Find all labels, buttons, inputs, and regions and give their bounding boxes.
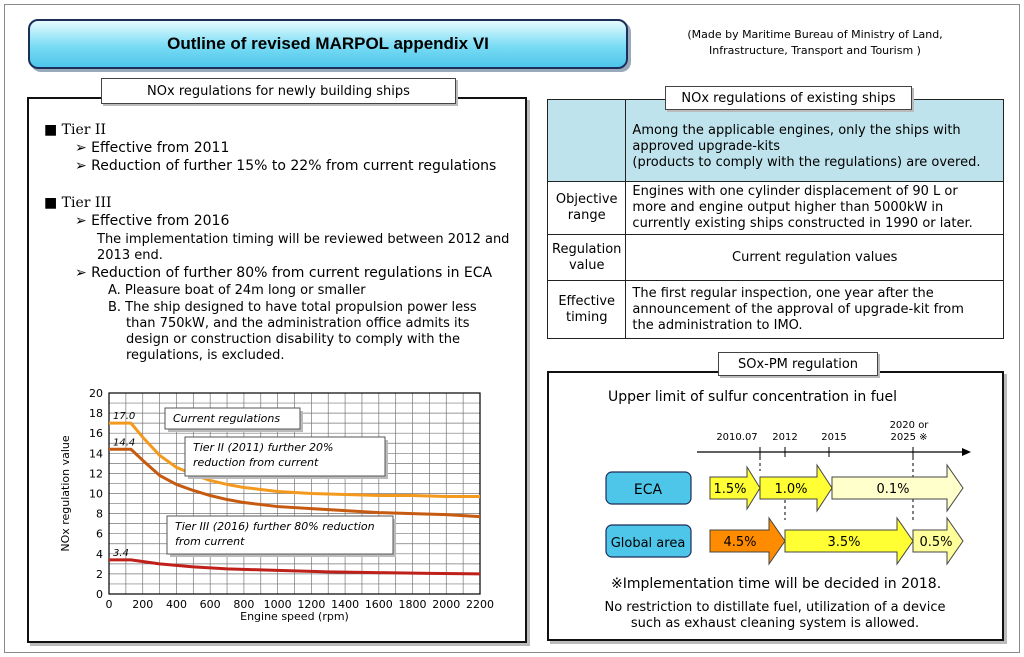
table-row	[548, 100, 1004, 182]
timeline-label: 2012	[772, 432, 798, 443]
y-tick-label: 0	[96, 588, 103, 601]
tier3-sub-item: regulations, is excluded.	[126, 348, 285, 363]
tier3-item-detail: The implementation timing will be reviewed between 2012 and	[97, 232, 510, 247]
x-tick-label: 1200	[297, 598, 326, 611]
eca-value: 1.5%	[713, 482, 747, 497]
y-tick-label: 14	[89, 447, 103, 461]
nox-chart	[27, 382, 527, 642]
timeline-label: 2015	[821, 432, 847, 443]
tier2-item: ➢ Effective from 2011	[75, 140, 230, 156]
table-cell: Objective range	[548, 182, 626, 235]
sox-note: ※Implementation time will be decided in 2018.	[611, 576, 942, 592]
tier3-sub-item: A. Pleasure boat of 24m long or smaller	[108, 283, 366, 298]
y-tick-label: 20	[89, 387, 103, 400]
table-cell	[548, 100, 626, 182]
existing-ships-panel-title: NOx regulations of existing ships	[665, 86, 912, 110]
callout-tier3-text: Tier III (2016) further 80% reduction	[175, 520, 375, 533]
existing-ships-table	[547, 99, 1004, 339]
table-row	[548, 281, 1004, 339]
new-ships-panel-title: NOx regulations for newly building ships	[101, 78, 456, 104]
tier3-sub-item: design or construction disability to comply with the	[126, 332, 460, 347]
tier3-heading: ■ Tier III	[44, 195, 112, 211]
x-axis-label: Engine speed (rpm)	[240, 610, 349, 623]
x-tick-label: 1600	[364, 598, 393, 611]
credit-note: (Made by Maritime Bureau of Ministry of Land, Infrastructure, Transport and Tourism )	[687, 28, 943, 57]
tier2-heading: ■ Tier II	[44, 122, 106, 138]
x-tick-label: 1400	[331, 598, 360, 611]
y-tick-label: 2	[96, 567, 103, 581]
x-tick-label: 600	[199, 598, 221, 611]
global-value: 0.5%	[919, 535, 953, 550]
x-tick-label: 200	[132, 598, 154, 611]
callout-tier2-text: reduction from current	[193, 456, 319, 469]
callout-tier3-text: from current	[175, 535, 245, 548]
global-value: 3.5%	[827, 535, 861, 550]
eca-value: 0.1%	[876, 482, 910, 497]
x-tick-label: 1800	[398, 598, 427, 611]
x-tick-label: 2200	[466, 598, 494, 611]
sox-timeline-diagram	[547, 405, 1004, 575]
timeline-label: 2020 or	[889, 420, 929, 431]
y-tick-label: 10	[89, 487, 103, 501]
y-tick-label: 18	[89, 407, 103, 421]
tier2-item: ➢ Reduction of further 15% to 22% from current regulations	[75, 158, 497, 174]
callout-current-text: Current regulations	[173, 412, 281, 425]
data-label: 17.0	[113, 411, 136, 423]
data-label: 14.4	[113, 437, 136, 449]
sox-panel-title: SOx-PM regulation	[718, 352, 878, 376]
table-row	[548, 235, 1004, 281]
table-cell: Engines with one cylinder displacement of 90 L or more and engine output higher than 5000kW in currently existing ships constructed in 1990 or later.	[626, 182, 1004, 235]
y-tick-label: 6	[96, 527, 103, 541]
y-tick-label: 8	[96, 507, 103, 521]
y-tick-label: 4	[96, 547, 103, 561]
timeline-label: 2025 ※	[890, 432, 928, 443]
data-label: 3.4	[113, 547, 129, 559]
table-cell: Among the applicable engines, only the ships with approved upgrade-kits (products to comply with the regulations) are overed.	[626, 100, 1004, 182]
tier3-sub-item: B. The ship designed to have total propulsion power less	[108, 300, 477, 315]
x-tick-label: 800	[233, 598, 255, 611]
y-tick-label: 16	[89, 427, 103, 441]
table-cell: Effective timing	[548, 281, 626, 339]
timeline-label: 2010.07	[716, 432, 758, 443]
tier3-item: ➢ Reduction of further 80% from current regulations in ECA	[75, 265, 493, 281]
sox-note: No restriction to distillate fuel, utilization of a device such as exhaust cleaning system is allowed.	[604, 600, 946, 631]
eca-label: ECA	[633, 482, 663, 498]
global-value: 4.5%	[723, 535, 757, 550]
tier3-sub-item: than 750kW, and the administration office admits its	[126, 316, 470, 331]
x-tick-label: 0	[105, 598, 113, 611]
table-cell: Current regulation values	[626, 235, 1004, 281]
table-cell: Regulation value	[548, 235, 626, 281]
x-tick-label: 400	[165, 598, 187, 611]
tier3-item: ➢ Effective from 2016	[75, 213, 230, 229]
y-axis-label: NOx regulation value	[59, 435, 72, 552]
eca-value: 1.0%	[774, 482, 808, 497]
x-tick-label: 1000	[263, 598, 292, 611]
sox-subtitle: Upper limit of sulfur concentration in fuel	[608, 389, 898, 405]
table-row	[548, 182, 1004, 235]
global-label: Global area	[610, 536, 686, 551]
x-tick-label: 2000	[432, 598, 461, 611]
page-title: Outline of revised MARPOL appendix VI	[28, 19, 628, 69]
tier3-item-detail: 2013 end.	[97, 248, 163, 263]
callout-tier2-text: Tier II (2011) further 20%	[193, 441, 334, 454]
table-cell: The first regular inspection, one year after the announcement of the approval of upgrade-kit from the administration to IMO.	[626, 281, 1004, 339]
y-tick-label: 12	[89, 467, 103, 481]
